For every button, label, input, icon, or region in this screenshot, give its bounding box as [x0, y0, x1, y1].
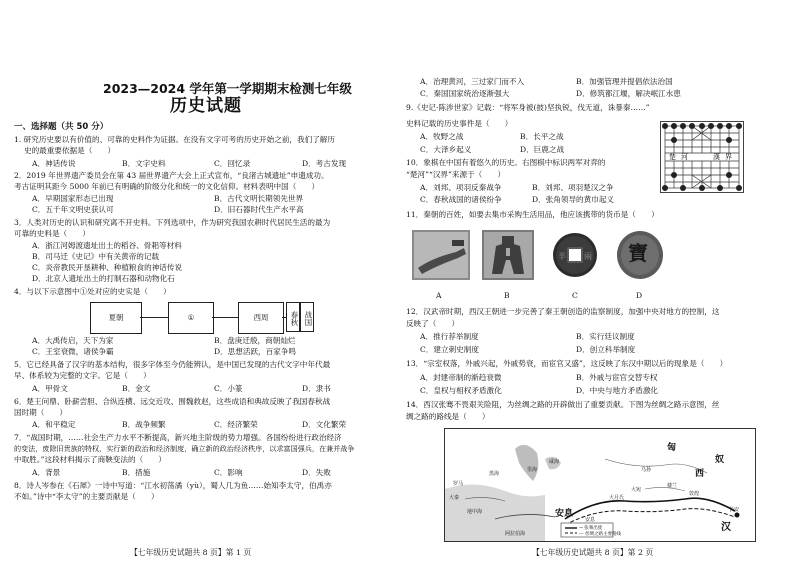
- svg-text:兩: 兩: [584, 252, 592, 261]
- q8-option: D．修筑都江堰，解决岷江水患: [576, 89, 681, 98]
- q11-stem: 11．秦朝的百姓，如要去集市采购生活用品，他应该携带的货币是（ ）: [406, 210, 659, 219]
- q2-stem: 2．2019 年世界遗产委员会在第 43 届世界遗产大会上正式宣布，“良渚古城遗址”申遗成功。: [14, 171, 329, 180]
- map-label-daqin: 大秦: [449, 495, 460, 501]
- q5-option: B．金文: [122, 384, 151, 393]
- section-heading: 一、选择题（共 50 分）: [14, 122, 109, 132]
- q2-option: B．古代文明长期领先世界: [214, 194, 304, 203]
- map-label-dayuezhi: 大月氏: [609, 495, 625, 501]
- q7-stem: 中取胜。”这段材料揭示了商鞅变法的（ ）: [14, 455, 166, 464]
- q3-stem: 可靠的史料是（ ）: [14, 229, 90, 238]
- q6-option: A．和平稳定: [32, 420, 76, 429]
- q1-option: C．回忆录: [214, 159, 251, 168]
- map-label-black-sea: 黑海: [489, 471, 500, 477]
- map-label-han: 汉: [721, 522, 731, 533]
- q2-option: A．早期国家形态已出现: [32, 194, 114, 203]
- map-label-mediterranean: 地中海: [467, 509, 483, 515]
- chess-river-he: 河: [681, 153, 688, 161]
- q5-option: C．小篆: [214, 384, 243, 393]
- timeline-blank: ①: [168, 302, 214, 334]
- page-footer: 【七年级历史试题共 8 页】第 1 页: [130, 548, 252, 557]
- map-label-changan: 长安: [729, 507, 740, 513]
- map-label-aral: 咸海: [549, 459, 560, 465]
- q7-option: A．背景: [32, 468, 61, 477]
- q13-option: C．皇权与相权矛盾激化: [420, 386, 502, 395]
- q4-option: D．思想活跃，百家争鸣: [214, 347, 297, 356]
- coin-a-knife-money-image: [412, 230, 470, 280]
- map-label-arabian-sea: 阿拉伯海: [505, 531, 526, 537]
- q12-stem: 12．汉武帝时期，西汉王朝进一步完善了秦王朝创造的监察制度，加强中央对地方的控制，这: [406, 307, 720, 316]
- map-legend-silkroad: --- 丝绸之路主要路线: [579, 532, 621, 537]
- map-legend-zhangqian: → 张骞出使: [579, 526, 603, 531]
- q9-option: C．大泽乡起义: [420, 145, 472, 154]
- q1-option: B．文字史料: [122, 159, 166, 168]
- svg-text:半: 半: [558, 252, 566, 261]
- q13-stem: 13．“宗室权落，外戚兴起，外戚势衰，而宦官又盛”，这反映了东汉中期以后的现象是（ ）: [406, 359, 728, 368]
- chessboard-image: [660, 121, 744, 193]
- map-label-wusun: 乌孙: [641, 467, 652, 473]
- q5-option: D．隶书: [302, 384, 331, 393]
- q14-stem: 14．西汉张骞不畏艰关险阻，为丝绸之路的开辟做出了重要贡献。下图为丝绸之路示意图，丝: [406, 400, 720, 409]
- q8-stem: 不如。”诗中“李太守”的主要贡献是（ ）: [14, 492, 159, 501]
- q10-stem: 10．象棋在中国有着悠久的历史。右图棋中标识两军对弈的: [406, 158, 606, 167]
- q4-option: C．王室衰微，诸侯争霸: [32, 347, 114, 356]
- q8-stem: 8．诗人岑参在《石犀》一诗中写道：“江水初荡潏（yù），蜀人几为鱼……始知李太守，伯禹亦: [14, 481, 332, 490]
- q2-option: C．五千年文明史获认可: [32, 205, 114, 214]
- map-label-xi: 西: [695, 469, 705, 479]
- page-footer: 【七年级历史试题共 8 页】第 2 页: [532, 548, 654, 557]
- q10-option: D．张角领导的黄巾起义: [532, 195, 615, 204]
- q3-option: C．炎帝教民开垦耕种、种植粮食的神话传说: [32, 263, 183, 272]
- q5-stem: 早、体系较为完整的文字。它是（ ）: [14, 371, 151, 380]
- q12-stem: 反映了（ ）: [406, 319, 460, 328]
- q9-option: D．巨鹿之战: [520, 145, 565, 154]
- coin-label-c: C: [572, 291, 578, 300]
- q8-option: B．加强管理并提倡依法治国: [576, 77, 673, 86]
- map-label-dayuan: 大宛: [631, 487, 642, 493]
- q5-stem: 5．它已经具备了汉字的基本结构，很多字体至今仍能辨认，是中国已发现的古代文字中年代最: [14, 360, 331, 369]
- q3-stem: 3．人类对历史的认识和研究离不开史料。下列选项中，作为研究我国农耕时代居民生活的最为: [14, 218, 331, 227]
- q6-stem: 6．楚王问鼎、卧薪尝胆、合纵连横、远交近攻、围魏救赵，这些成语和典故反映了我国春秋战: [14, 397, 331, 406]
- coin-d-jiaozi-image: [616, 230, 664, 280]
- map-label-nu: 奴: [715, 455, 725, 465]
- q10-stem: “楚河”“汉界”来源于（ ）: [406, 170, 506, 179]
- q10-option: A．刘邦、项羽反秦战争: [420, 183, 502, 192]
- q10-option: C．春秋战国的诸侯纷争: [420, 195, 502, 204]
- q3-option: D．北京人遗址出土的打制石器和动物化石: [32, 274, 175, 283]
- map-label-anxi: 安息: [555, 509, 574, 519]
- q13-option: D．中央与地方矛盾激化: [576, 386, 659, 395]
- q7-stem: 7．“战国时期，……社会生产力水平不断提高，新兴地主阶级的势力增强。各国纷纷进行政治经济: [14, 433, 342, 442]
- silk-road-map: [444, 428, 756, 542]
- q6-option: D．文化繁荣: [302, 420, 347, 429]
- coin-c-banliang-image: [552, 232, 598, 278]
- timeline-xia: 夏朝: [90, 302, 142, 334]
- q3-option: B．司马迁《史记》中有关黄帝的记载: [32, 252, 160, 261]
- q1-option: D．考古发现: [302, 159, 347, 168]
- q7-stem: 的变法，废除旧贵族的特权，实行新的政治和经济制度，确立新的政治经济秩序，以求富国强兵，在兼并战争: [14, 444, 355, 453]
- q8-option: A．治理黄河，三过家门而不入: [420, 77, 525, 86]
- coin-d-glyph: 寶: [628, 241, 648, 265]
- coin-b-spade-money-image: [482, 230, 534, 280]
- map-label-rome: 罗马: [453, 481, 464, 487]
- q7-option: D．失败: [302, 468, 331, 477]
- q9-stem: 9.《史记·陈涉世家》记载：“将军身被(披)坚执锐，伐无道，诛暴秦……”: [406, 103, 650, 112]
- q9-option: A．牧野之战: [420, 132, 464, 141]
- coin-label-d: D: [636, 291, 643, 300]
- q14-stem: 绸之路的路线是（ ）: [406, 412, 490, 421]
- map-label-loulan: 楼兰: [667, 483, 678, 489]
- map-label-dunhuang: 敦煌: [689, 491, 700, 497]
- map-label-caspian: 里海: [527, 467, 538, 473]
- q3-option: A．浙江河姆渡遗址出土的稻谷、骨耜等材料: [32, 241, 182, 250]
- right-page: [402, 0, 784, 562]
- exam-title: 2023—2024 学年第一学期期末检测七年级: [103, 81, 352, 96]
- q4-stem: 4．与以下示意图中①处对应的史实是（ ）: [14, 287, 171, 296]
- q1-stem: 1. 研究历史要以有价值的、可靠的史料作为证据。在没有文字可考的历史开始之前，我们了解历: [14, 135, 335, 144]
- q6-stem: 国时期（ ）: [14, 408, 68, 417]
- q2-stem: 考古证明其距今 5000 年前已有明确的阶级分化和统一的文化信仰。材料表明中国（ ）: [14, 182, 320, 191]
- q1-stem: 史的最重要依据是（ ）: [24, 146, 116, 155]
- q6-option: B．战争频繁: [122, 420, 166, 429]
- q12-option: B．实行廷议制度: [576, 332, 635, 341]
- q12-option: D．创立科举制度: [576, 345, 636, 354]
- coin-label-b: B: [504, 291, 510, 300]
- coin-label-a: A: [436, 291, 442, 300]
- q9-stem: 史料记载的历史事件是（ ）: [406, 119, 513, 128]
- q4-option: B．盘庚迁殷，商朝灿烂: [214, 336, 296, 345]
- q9-option: B．长平之战: [520, 132, 564, 141]
- q13-option: A．封建帝制的渐趋衰微: [420, 373, 502, 382]
- q5-option: A．甲骨文: [32, 384, 68, 393]
- q4-option: A．大禹传启，天下为家: [32, 336, 114, 345]
- q1-option: A．神话传说: [32, 159, 76, 168]
- q7-option: B．措施: [122, 468, 151, 477]
- left-page: [10, 0, 388, 562]
- q8-option: C．秦国国家统治逐渐强大: [420, 89, 510, 98]
- q12-option: C．建立刺史制度: [420, 345, 479, 354]
- q2-option: D．旧石器时代生产水平高: [214, 205, 304, 214]
- q13-option: B．外戚与宦官交替专权: [576, 373, 658, 382]
- q10-option: B．刘邦、项羽楚汉之争: [532, 183, 614, 192]
- map-label-anxi-2: 安息: [585, 517, 596, 523]
- timeline-xizhou: 西周: [238, 302, 284, 334]
- timeline-chunqiu: 春秋: [286, 302, 300, 332]
- q12-option: A．推行荐举制度: [420, 332, 479, 341]
- chess-river-jie: 界: [725, 153, 732, 161]
- chess-river-chu: 楚: [669, 153, 676, 161]
- chess-river-han: 漢: [713, 153, 720, 161]
- exam-subtitle: 历史试题: [170, 96, 242, 116]
- timeline-zhanguo: 战国: [300, 302, 314, 332]
- q7-option: C．影响: [214, 468, 243, 477]
- q6-option: C．经济繁荣: [214, 420, 258, 429]
- map-label-xiong: 匈: [667, 443, 677, 453]
